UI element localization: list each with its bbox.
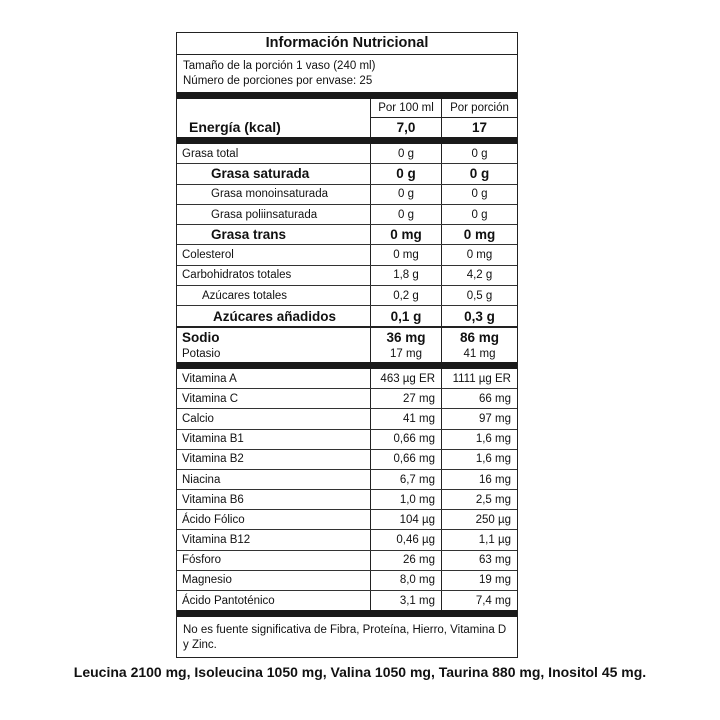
- vitamin-name: Ácido Fólico: [182, 513, 245, 526]
- thick-divider: [177, 610, 517, 617]
- nutrients-section: [177, 144, 517, 362]
- nutrient-perserving: 0 g: [441, 205, 517, 224]
- nutrient-row: [177, 265, 517, 285]
- nutrient-row: [177, 204, 517, 224]
- energy-label: Energía (kcal): [189, 119, 281, 135]
- nutrient-row: [177, 184, 517, 204]
- per100-column-header: [370, 99, 441, 137]
- vitamin-per100: 0,66 mg: [370, 450, 441, 469]
- nutrient-perserving: 0 mg: [441, 225, 517, 244]
- vitamin-perserving: 2,5 mg: [441, 490, 517, 509]
- nutrient-per100: 0 g: [370, 144, 441, 163]
- nutrient-per100: 0 g: [370, 205, 441, 224]
- nutrient-row: [177, 224, 517, 244]
- vitamin-perserving: 1,6 mg: [441, 430, 517, 449]
- vitamin-row: [177, 408, 517, 428]
- vitamin-row: [177, 550, 517, 570]
- nutrient-row: [177, 326, 517, 347]
- vitamins-section: [177, 369, 517, 610]
- vitamin-perserving: 1,1 µg: [441, 530, 517, 549]
- nutrient-row: [177, 285, 517, 305]
- vitamin-perserving: 1111 µg ER: [441, 369, 517, 388]
- amino-acids-text: Leucina 2100 mg, Isoleucina 1050 mg, Valina 1050 mg, Taurina 880 mg, Inositol 45 mg.: [73, 664, 647, 680]
- perserving-column-header: [441, 99, 517, 137]
- nutrient-perserving: 0 mg: [441, 245, 517, 264]
- vitamin-per100: 8,0 mg: [370, 571, 441, 590]
- vitamin-per100: 463 µg ER: [370, 369, 441, 388]
- nutrient-row: [177, 163, 517, 183]
- vitamin-row: [177, 529, 517, 549]
- nutrient-perserving: 41 mg: [441, 347, 517, 362]
- nutrient-name: Grasa total: [182, 147, 239, 160]
- vitamin-name: Calcio: [182, 412, 214, 425]
- nutrient-name: Carbohidratos totales: [182, 269, 292, 282]
- nutrient-row: [177, 244, 517, 264]
- vitamin-perserving: 63 mg: [441, 551, 517, 570]
- nutrient-per100: 0,2 g: [370, 286, 441, 305]
- perserving-header-label: Por porción: [442, 99, 517, 118]
- vitamin-row: [177, 509, 517, 529]
- nutrient-perserving: 86 mg: [441, 328, 517, 347]
- nutrient-per100: 0 g: [370, 185, 441, 204]
- vitamin-per100: 41 mg: [370, 409, 441, 428]
- vitamin-per100: 26 mg: [370, 551, 441, 570]
- vitamin-row: [177, 388, 517, 408]
- nutrient-name: Sodio: [182, 329, 220, 345]
- nutrient-perserving: 0,5 g: [441, 286, 517, 305]
- vitamin-name: Vitamina B12: [182, 534, 251, 547]
- vitamin-perserving: 7,4 mg: [441, 591, 517, 610]
- vitamin-per100: 0,66 mg: [370, 430, 441, 449]
- label-title: Información Nutricional: [177, 33, 517, 55]
- vitamin-name: Vitamina A: [182, 372, 237, 385]
- vitamin-name: Vitamina B2: [182, 453, 244, 466]
- vitamin-name: Vitamina B1: [182, 433, 244, 446]
- per100-header-label: Por 100 ml: [371, 99, 441, 118]
- vitamin-perserving: 97 mg: [441, 409, 517, 428]
- nutrient-perserving: 0 g: [441, 185, 517, 204]
- vitamin-name: Niacina: [182, 473, 221, 486]
- vitamin-row: [177, 429, 517, 449]
- nutrient-row: [177, 305, 517, 325]
- footnote: No es fuente significativa de Fibra, Proteína, Hierro, Vitamina D y Zinc.: [183, 624, 507, 652]
- nutrient-perserving: 0 g: [441, 144, 517, 163]
- energy-per100: 7,0: [396, 120, 416, 135]
- vitamin-perserving: 19 mg: [441, 571, 517, 590]
- vitamin-name: Fósforo: [182, 554, 221, 567]
- thick-divider: [177, 362, 517, 369]
- nutrient-name: Grasa poliinsaturada: [211, 208, 318, 221]
- nutrient-name: Grasa trans: [211, 227, 287, 243]
- nutrient-per100: 36 mg: [370, 328, 441, 347]
- vitamin-per100: 27 mg: [370, 389, 441, 408]
- vitamin-name: Magnesio: [182, 574, 232, 587]
- vitamin-perserving: 16 mg: [441, 470, 517, 489]
- vitamin-perserving: 1,6 mg: [441, 450, 517, 469]
- nutrient-per100: 1,8 g: [370, 266, 441, 285]
- nutrient-perserving: 4,2 g: [441, 266, 517, 285]
- nutrient-name: Potasio: [182, 348, 221, 361]
- thick-divider: [177, 92, 517, 99]
- vitamin-name: Vitamina B6: [182, 493, 244, 506]
- nutrient-perserving: 0 g: [441, 164, 517, 183]
- nutrient-name: Grasa saturada: [211, 166, 310, 182]
- nutrient-perserving: 0,3 g: [441, 306, 517, 325]
- serving-size: Tamaño de la porción 1 vaso (240 ml): [183, 60, 376, 72]
- nutrient-name: Azúcares añadidos: [213, 308, 337, 324]
- nutrient-per100: 0,1 g: [370, 306, 441, 325]
- nutrient-row: [177, 347, 517, 362]
- nutrient-name: Grasa monoinsaturada: [211, 188, 328, 201]
- nutrient-per100: 0 mg: [370, 225, 441, 244]
- vitamin-row: [177, 369, 517, 388]
- nutrient-name: Colesterol: [182, 249, 234, 262]
- vitamin-row: [177, 449, 517, 469]
- servings-per-container: Número de porciones por envase: 25: [183, 75, 373, 87]
- vitamin-per100: 3,1 mg: [370, 591, 441, 610]
- vitamin-per100: 104 µg: [370, 510, 441, 529]
- thick-divider: [177, 137, 517, 144]
- nutrient-per100: 0 mg: [370, 245, 441, 264]
- nutrient-row: [177, 144, 517, 163]
- vitamin-per100: 0,46 µg: [370, 530, 441, 549]
- vitamin-per100: 6,7 mg: [370, 470, 441, 489]
- vitamin-perserving: 66 mg: [441, 389, 517, 408]
- nutrition-facts-label: [176, 32, 518, 658]
- vitamin-row: [177, 570, 517, 590]
- vitamin-per100: 1,0 mg: [370, 490, 441, 509]
- nutrient-per100: 0 g: [370, 164, 441, 183]
- vitamin-perserving: 250 µg: [441, 510, 517, 529]
- nutrient-name: Azúcares totales: [202, 289, 288, 302]
- vitamin-name: Ácido Pantoténico: [182, 594, 275, 607]
- nutrient-per100: 17 mg: [370, 347, 441, 362]
- serving-info: [177, 55, 517, 92]
- energy-row: [177, 99, 517, 137]
- energy-perserving: 17: [471, 120, 488, 135]
- vitamin-name: Vitamina C: [182, 392, 239, 405]
- vitamin-row: [177, 590, 517, 610]
- vitamin-row: [177, 469, 517, 489]
- vitamin-row: [177, 489, 517, 509]
